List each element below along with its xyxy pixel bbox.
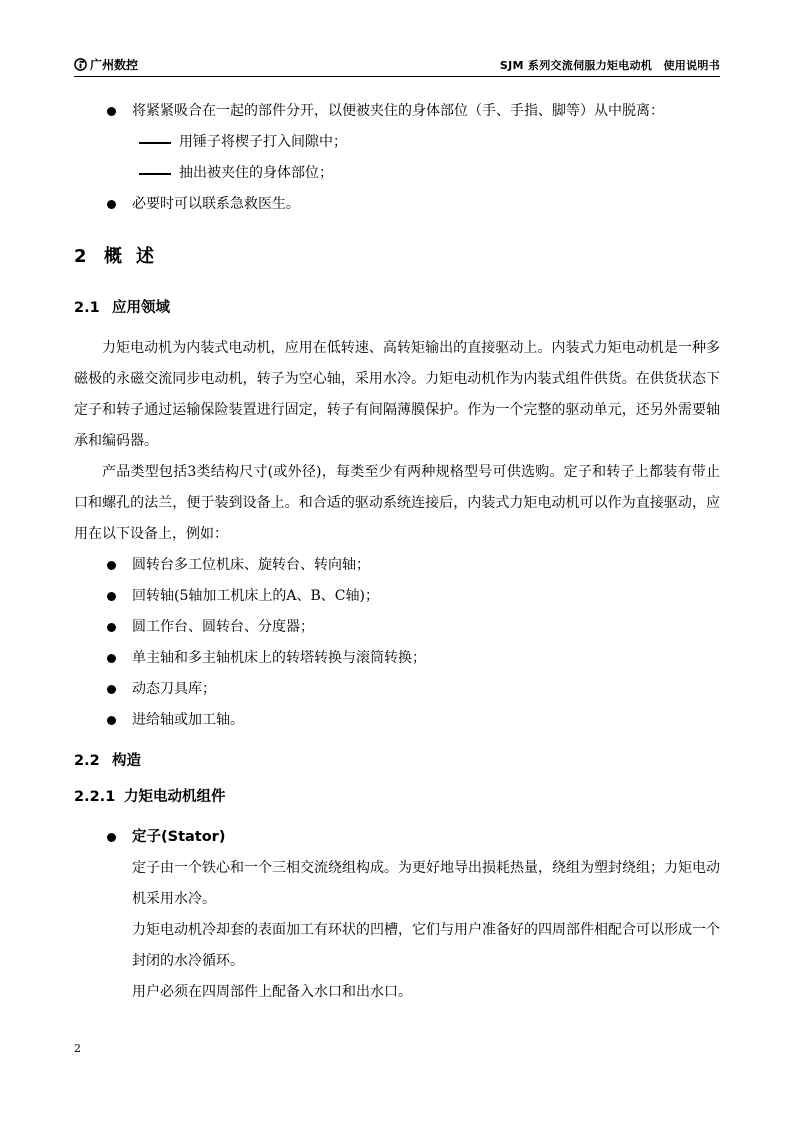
dash-item-text: 用锤子将楔子打入间隙中； xyxy=(179,134,347,150)
section-title: 概述 xyxy=(104,246,168,267)
list-item-text: 圆工作台、圆转台、分度器； xyxy=(132,619,314,635)
subsubsection-heading xyxy=(74,786,720,808)
list-item xyxy=(74,643,720,674)
dash-item xyxy=(74,127,720,158)
gsk-logo-icon xyxy=(74,58,87,71)
document-title: SJM 系列交流伺服力矩电动机 使用说明书 xyxy=(499,59,720,72)
page-header xyxy=(74,54,720,77)
stator-paragraph: 用户必须在四周部件上配备入水口和出水口。 xyxy=(132,984,412,1000)
list-item xyxy=(74,705,720,736)
list-item xyxy=(74,96,720,127)
page-body xyxy=(74,96,720,1008)
list-item-text: 进给轴或加工轴。 xyxy=(132,712,244,728)
list-item-text: 回转轴(5轴加工机床上的A、B、C轴)； xyxy=(132,588,379,604)
subsection-number: 2.1 xyxy=(74,300,100,316)
dash-item-text: 抽出被夹住的身体部位； xyxy=(179,165,333,181)
subsection-title: 构造 xyxy=(112,753,141,769)
subsection-heading xyxy=(74,750,720,772)
bullet-icon xyxy=(107,833,116,842)
body-paragraph: 产品类型包括3类结构尺寸(或外径)，每类至少有两种规格型号可供选购。定子和转子上都装有带止口和螺孔的法兰，便于装到设备上。和合适的驱动系统连接后，内装式力矩电动机可以作为直接驱动，应用在以下设备上，例如： xyxy=(74,464,720,542)
dash-item xyxy=(74,158,720,189)
list-item-text: 动态刀具库； xyxy=(132,681,216,697)
page-number: 2 xyxy=(74,1042,81,1055)
section-number: 2 xyxy=(74,246,87,267)
bullet-icon xyxy=(107,107,116,116)
list-item-text: 将紧紧吸合在一起的部件分开，以便被夹住的身体部位（手、手指、脚等）从中脱离： xyxy=(132,103,664,119)
list-item xyxy=(74,550,720,581)
list-item-text: 必要时可以联系急救医生。 xyxy=(132,196,300,212)
subsection-number: 2.2 xyxy=(74,753,100,769)
list-item-text: 圆转台多工位机床、旋转台、转向轴； xyxy=(132,557,370,573)
bullet-icon xyxy=(107,716,116,725)
section-heading xyxy=(74,245,720,269)
list-item xyxy=(74,612,720,643)
bullet-icon xyxy=(107,561,116,570)
stator-heading xyxy=(74,822,720,853)
logo-text: 广州数控 xyxy=(90,58,139,72)
body-paragraph: 力矩电动机为内装式电动机，应用在低转速、高转矩输出的直接驱动上。内装式力矩电动机是一种多磁极的永磁交流同步电动机，转子为空心轴，采用水冷。力矩电动机作为内装式组件供货。在供货状态下定子和转子通过运输保险装置进行固定，转子有间隔薄膜保护。作为一个完整的驱动单元，还另外需要轴承和编码器。 xyxy=(74,340,720,449)
list-item xyxy=(74,581,720,612)
list-item xyxy=(74,189,720,220)
subsection-title: 应用领域 xyxy=(112,300,170,316)
subsubsection-title: 力矩电动机组件 xyxy=(124,789,226,805)
stator-paragraph: 力矩电动机冷却套的表面加工有环状的凹槽，它们与用户准备好的四周部件相配合可以形成一个封闭的水冷循环。 xyxy=(132,922,720,969)
list-item xyxy=(74,674,720,705)
bullet-icon xyxy=(107,685,116,694)
list-item-text: 单主轴和多主轴机床上的转塔转换与滚筒转换； xyxy=(132,650,426,666)
subsection-heading xyxy=(74,297,720,319)
bullet-icon xyxy=(107,200,116,209)
dash-icon xyxy=(139,173,171,175)
bullet-icon xyxy=(107,623,116,632)
stator-paragraph: 定子由一个铁心和一个三相交流绕组构成。为更好地导出损耗热量，绕组为塑封绕组；力矩电动机采用水冷。 xyxy=(132,860,720,907)
dash-icon xyxy=(139,142,171,144)
subsubsection-number: 2.2.1 xyxy=(74,789,116,805)
company-logo xyxy=(74,56,138,73)
stator-title: 定子(Stator) xyxy=(132,829,226,845)
bullet-icon xyxy=(107,654,116,663)
bullet-icon xyxy=(107,592,116,601)
